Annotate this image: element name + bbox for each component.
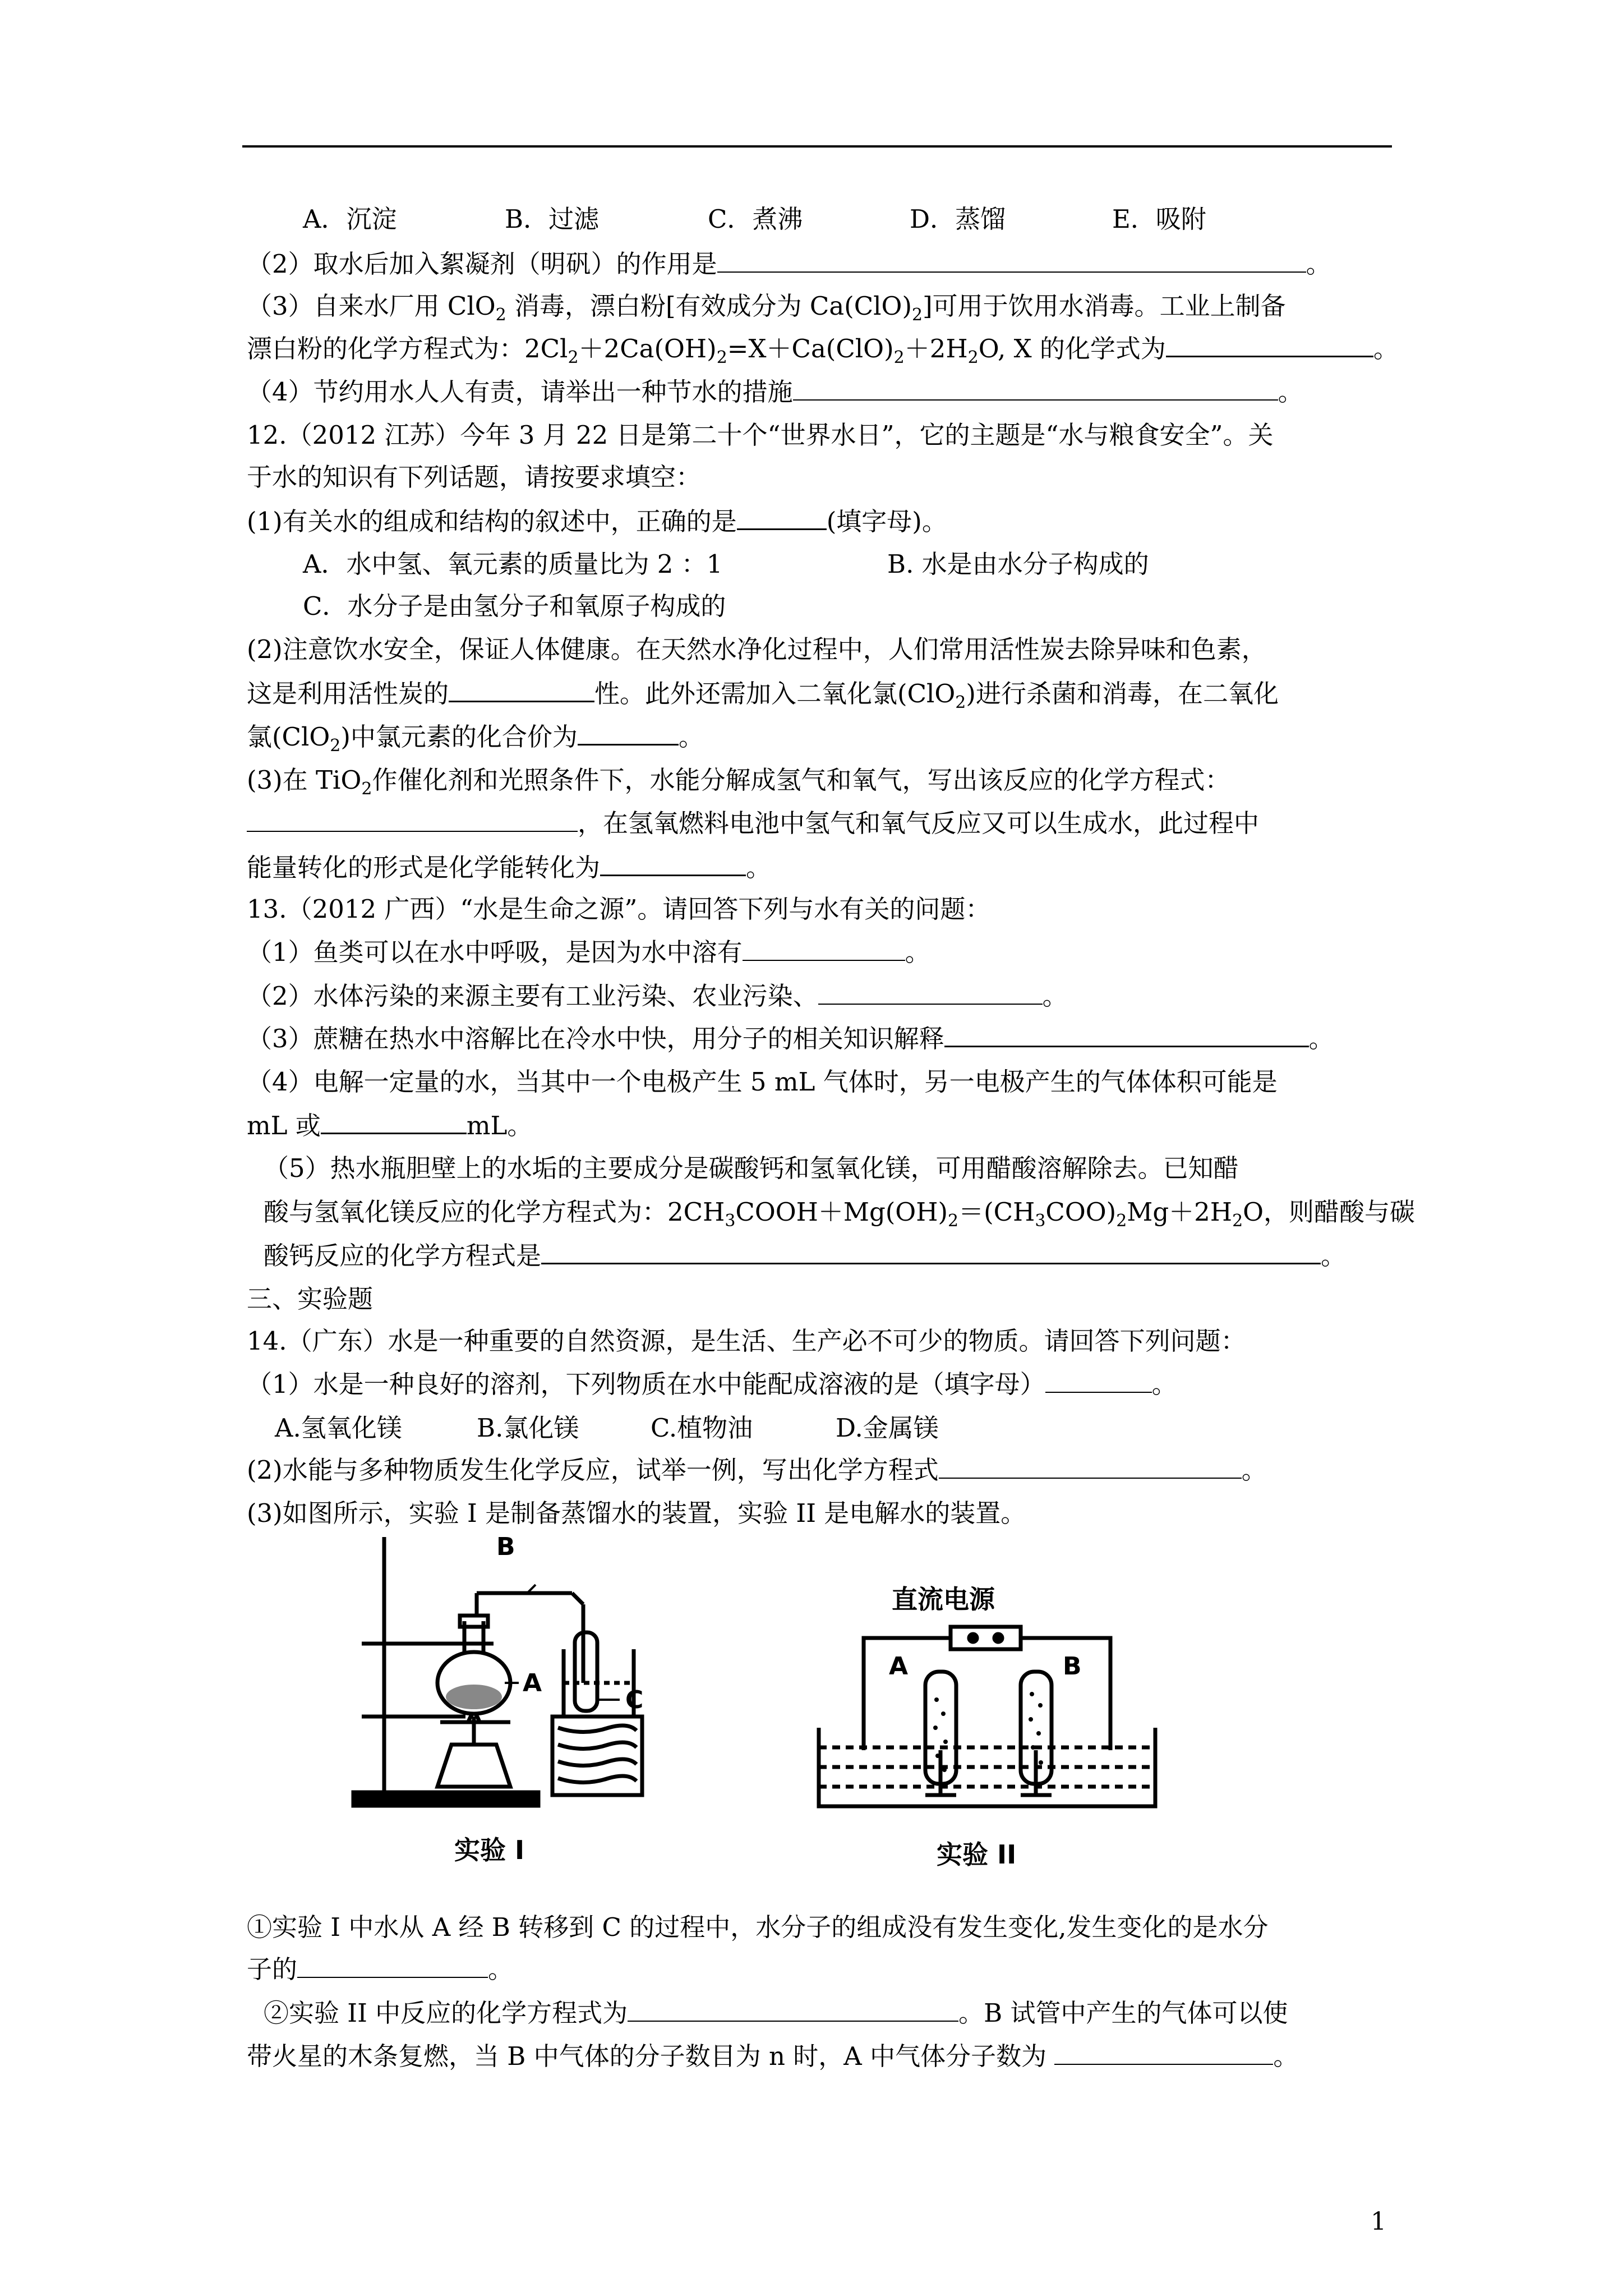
distillation-apparatus-figure: [342, 1531, 656, 1829]
q11-part4: （4）节约用水人人有责，请举出一种节水的措施 。: [247, 375, 1303, 409]
fig1-label-a: A: [523, 1669, 542, 1697]
answer-blank[interactable]: [737, 504, 827, 530]
q11-part2: （2）取水后加入絮凝剂（明矾）的作用是 。: [247, 247, 1331, 282]
q11-option-d: D．蒸馏: [910, 204, 1006, 234]
answer-blank[interactable]: [600, 850, 746, 876]
answer-blank[interactable]: [321, 1108, 467, 1134]
q12-title-line2: 于水的知识有下列话题，请按要求填空：: [247, 462, 702, 492]
q13-part5-line1: （5）热水瓶胆壁上的水垢的主要成分是碳酸钙和氢氧化镁，可用醋酸溶解除去。已知醋: [264, 1153, 1239, 1183]
answer-blank[interactable]: [297, 1952, 488, 1978]
answer-blank[interactable]: [939, 1453, 1242, 1479]
q11-option-c: C．煮沸: [708, 204, 803, 234]
q12-part3-line2: ，在氢氧燃料电池中氢气和氧气反应又可以生成水，此过程中: [247, 806, 1259, 841]
q13-part2: （2）水体污染的来源主要有工业污染、农业污染、 。: [247, 979, 1068, 1014]
answer-blank[interactable]: [578, 719, 679, 746]
answer-blank[interactable]: [717, 247, 1306, 273]
q14-part3: (3)如图所示，实验 I 是制备蒸馏水的装置，实验 II 是电解水的装置。: [247, 1498, 1026, 1528]
q12-option-b: B. 水是由水分子构成的: [887, 549, 1149, 579]
answer-blank[interactable]: [944, 1021, 1309, 1047]
answer-blank[interactable]: [1054, 2039, 1273, 2065]
answer-blank[interactable]: [818, 979, 1043, 1005]
q13-title: 13.（2012 广西）“水是生命之源”。请回答下列与水有关的问题：: [247, 894, 991, 924]
fig1-label-b: B: [496, 1533, 515, 1561]
electrolysis-apparatus-figure: [813, 1616, 1161, 1834]
q12-option-c: C．水分子是由氢分子和氧原子构成的: [303, 591, 726, 621]
section-3-heading: 三、实验题: [247, 1284, 374, 1314]
q11-part3-line1: （3）自来水厂用 ClO$_2$ 消毒，漂白粉[有效成分为 $Ca(ClO)_2$]可用于饮用水消毒。工业上制备: [247, 291, 1286, 325]
answer-blank[interactable]: [628, 1996, 958, 2022]
q12-part3-line3: 能量转化的形式是化学能转化为 。: [247, 850, 771, 885]
fig2-label-b: B: [1063, 1652, 1082, 1681]
answer-blank[interactable]: [743, 935, 905, 961]
q12-part1: (1)有关水的组成和结构的叙述中，正确的是 (填字母)。: [247, 504, 947, 539]
q14-3-2-line1: ②实验 II 中反应的化学方程式为 。B 试管中产生的气体可以使: [264, 1996, 1288, 2031]
q14-3-2-line2: 带火星的木条复燃，当 B 中气体的分子数目为 n 时，A 中气体分子数为 。: [247, 2039, 1298, 2074]
q11-option-a: A．沉淀: [303, 204, 397, 234]
q14-option-b: B.氯化镁: [477, 1413, 579, 1443]
q13-part5-line3: 酸钙反应的化学方程式是 。: [264, 1238, 1346, 1273]
q14-option-c: C.植物油: [651, 1413, 753, 1443]
fig1-caption: 实验 I: [454, 1835, 525, 1865]
answer-blank[interactable]: [541, 1238, 1321, 1264]
q13-part5-line2: 酸与氢氧化镁反应的化学方程式为：$2CH_3COOH+Mg(OH)_2=(CH_3COO)_2Mg+2H_2O$，则醋酸与碳: [264, 1197, 1415, 1231]
q14-part2: (2)水能与多种物质发生化学反应，试举一例，写出化学方程式 。: [247, 1453, 1267, 1488]
q14-option-a: A.氢氧化镁: [275, 1413, 402, 1443]
q13-part1: （1）鱼类可以在水中呼吸，是因为水中溶有 。: [247, 935, 930, 970]
answer-blank[interactable]: [247, 806, 578, 832]
q12-part3-line1: (3)在 TiO$_2$作催化剂和光照条件下，水能分解成氢气和氧气，写出该反应的化学方程式：: [247, 765, 1230, 799]
q11-part3-line2: 漂白粉的化学方程式为：$2Cl_2+2Ca(OH)_2=X+Ca(ClO)_2+2H_2O$, X 的化学式为 。: [247, 331, 1399, 366]
answer-blank[interactable]: [793, 375, 1278, 401]
q14-3-1-line1: ①实验 I 中水从 A 经 B 转移到 C 的过程中，水分子的组成没有发生变化,发生变化的是水分: [247, 1912, 1269, 1942]
q12-part2-line2: 这是利用活性炭的 性。此外还需加入二氧化氯(ClO$_2$)进行杀菌和消毒，在二氧化: [247, 676, 1279, 711]
q12-option-a: A．水中氢、氧元素的质量比为 2 ：1: [303, 549, 723, 579]
q14-option-d: D.金属镁: [836, 1413, 939, 1443]
header-rule: [242, 145, 1392, 148]
q13-part3: （3）蔗糖在热水中溶解比在冷水中快，用分子的相关知识解释 。: [247, 1021, 1334, 1056]
answer-blank[interactable]: [449, 676, 594, 702]
q12-part2-line1: (2)注意饮水安全，保证人体健康。在天然水净化过程中，人们常用活性炭去除异味和色素，: [247, 634, 1267, 664]
q11-option-b: B．过滤: [505, 204, 600, 234]
q11-option-e: E．吸附: [1112, 204, 1206, 234]
q14-3-1-line2: 子的 。: [247, 1952, 513, 1987]
q14-title: 14.（广东）水是一种重要的自然资源，是生活、生产必不可少的物质。请回答下列问题：: [247, 1326, 1246, 1356]
fig1-label-c: C: [625, 1686, 644, 1714]
q14-part1: （1）水是一种良好的溶剂，下列物质在水中能配成溶液的是（填字母） 。: [247, 1367, 1177, 1402]
page-number: 1: [1371, 2207, 1386, 2236]
fig2-caption: 实验 II: [937, 1839, 1017, 1870]
q12-title-line1: 12.（2012 江苏）今年 3 月 22 日是第二十个“世界水日”，它的主题是“水与粮食安全”。关: [247, 420, 1274, 450]
fig2-title: 直流电源: [892, 1584, 995, 1614]
answer-blank[interactable]: [1166, 331, 1373, 357]
q12-part2-line3: 氯(ClO$_2$)中氯元素的化合价为 。: [247, 719, 704, 754]
q13-part4-line1: （4）电解一定量的水，当其中一个电极产生 5 mL 气体时，另一电极产生的气体体积可能是: [247, 1067, 1278, 1097]
answer-blank[interactable]: [1045, 1367, 1152, 1393]
fig2-label-a: A: [889, 1652, 909, 1681]
q13-part4-line2: mL 或 mL。: [247, 1108, 532, 1143]
